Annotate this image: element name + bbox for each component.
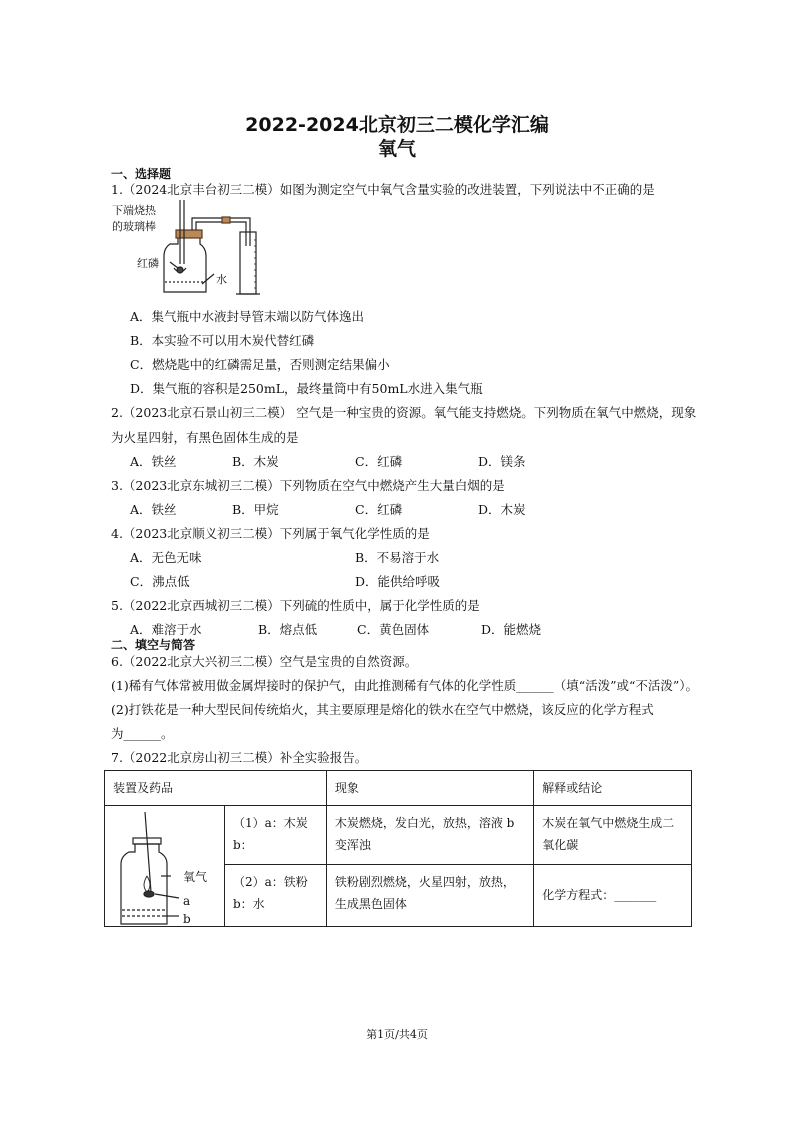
question-6-part2-line1: (2)打铁花是一种大型民间传统焰火，其主要原理是熔化的铁水在空气中燃烧，该反应的化学方程式 [111, 702, 654, 717]
q1-option-d: D．集气瓶的容积是250mL，最终量筒中有50mL水进入集气瓶 [130, 381, 483, 396]
row1-phenomenon: 木炭燃烧，发白光，放热，溶液 b 变浑浊 [326, 806, 533, 865]
q3-option-b: B．甲烷 [232, 502, 279, 517]
q1-option-a: A．集气瓶中水液封导管末端以防气体逸出 [130, 309, 365, 324]
question-6-part2-line2: 为______。 [111, 726, 174, 741]
q4-option-a: A．无色无味 [130, 550, 202, 565]
header-apparatus: 装置及药品 [105, 771, 327, 806]
fig7-label-oxygen: 氧气 [183, 870, 208, 884]
question-2-stem-line2: 为火星四射，有黑色固体生成的是 [111, 430, 299, 445]
question-7-stem: 7.（2022北京房山初三二模）补全实验报告。 [111, 750, 368, 765]
page-title: 2022-2024北京初三二模化学汇编 [245, 114, 549, 136]
q5-option-d: D．能燃烧 [481, 622, 542, 637]
fig7-label-a: a [183, 894, 191, 908]
question-4-stem: 4.（2023北京顺义初三二模）下列属于氧气化学性质的是 [111, 526, 430, 541]
fig7-label-b: b [183, 912, 191, 926]
q4-option-c: C．沸点低 [130, 574, 190, 589]
q3-option-c: C．红磷 [355, 502, 403, 517]
q1-option-b: B．本实验不可以用木炭代替红磷 [130, 333, 315, 348]
fig1-label-rod: 下端烧热 的玻璃棒 [112, 204, 156, 233]
experiment-report-table [104, 770, 692, 927]
question-6-stem: 6.（2022北京大兴初三二模）空气是宝贵的自然资源。 [111, 654, 418, 669]
header-conclusion: 解释或结论 [534, 771, 692, 806]
q5-option-c: C．黄色固体 [357, 622, 430, 637]
row2-conclusion: 化学方程式：_______ [534, 864, 692, 926]
question-1-stem: 1.（2024北京丰台初三二模）如图为测定空气中氧气含量实验的改进装置，下列说法中不正确的是 [111, 182, 655, 197]
header-phenomenon: 现象 [326, 771, 533, 806]
q4-option-d: D．能供给呼吸 [355, 574, 441, 589]
q2-option-d: D．镁条 [478, 454, 526, 469]
apparatus-figure-cell [105, 806, 225, 927]
q2-option-a: A．铁丝 [130, 454, 177, 469]
row1-conclusion: 木炭在氧气中燃烧生成二氧化碳 [534, 806, 692, 865]
question-5-stem: 5.（2022北京西城初三二模）下列硫的性质中，属于化学性质的是 [111, 598, 480, 613]
table-header-row [105, 771, 692, 806]
q3-option-a: A．铁丝 [130, 502, 177, 517]
q2-option-c: C．红磷 [355, 454, 403, 469]
fig1-label-water: 水 [216, 273, 227, 286]
q5-option-b: B．熔点低 [258, 622, 318, 637]
q3-option-d: D．木炭 [478, 502, 526, 517]
question-2-stem-line1: 2.（2023北京石景山初三二模） 空气是一种宝贵的资源。氧气能支持燃烧。下列物质在氧气中燃烧，现象 [111, 405, 697, 420]
fig1-apparatus [158, 196, 278, 300]
row1-reagents: （1）a：木炭 b： [224, 806, 326, 865]
q5-option-a: A．难溶于水 [130, 622, 202, 637]
row2-reagents: （2）a：铁粉 b：水 [224, 864, 326, 926]
q2-option-b: B．木炭 [232, 454, 279, 469]
table-row [105, 806, 692, 865]
fig1-label-phosphorus: 红磷 [137, 257, 159, 270]
page-footer: 第1页/共4页 [366, 1028, 428, 1041]
section-heading-fill: 二、填空与简答 [111, 638, 196, 652]
row2-phenomenon: 铁粉剧烈燃烧，火星四射，放热，生成黑色固体 [326, 864, 533, 926]
question-6-part1: (1)稀有气体常被用做金属焊接时的保护气，由此推测稀有气体的化学性质______（填“活泼”或“不活泼”）。 [111, 678, 699, 693]
q1-option-c: C．燃烧匙中的红磷需足量，否则测定结果偏小 [130, 357, 390, 372]
q4-option-b: B．不易溶于水 [355, 550, 440, 565]
question-3-stem: 3.（2023北京东城初三二模）下列物质在空气中燃烧产生大量白烟的是 [111, 478, 505, 493]
section-heading-choice: 一、选择题 [111, 167, 172, 181]
page-subtitle: 氧气 [377, 138, 416, 160]
